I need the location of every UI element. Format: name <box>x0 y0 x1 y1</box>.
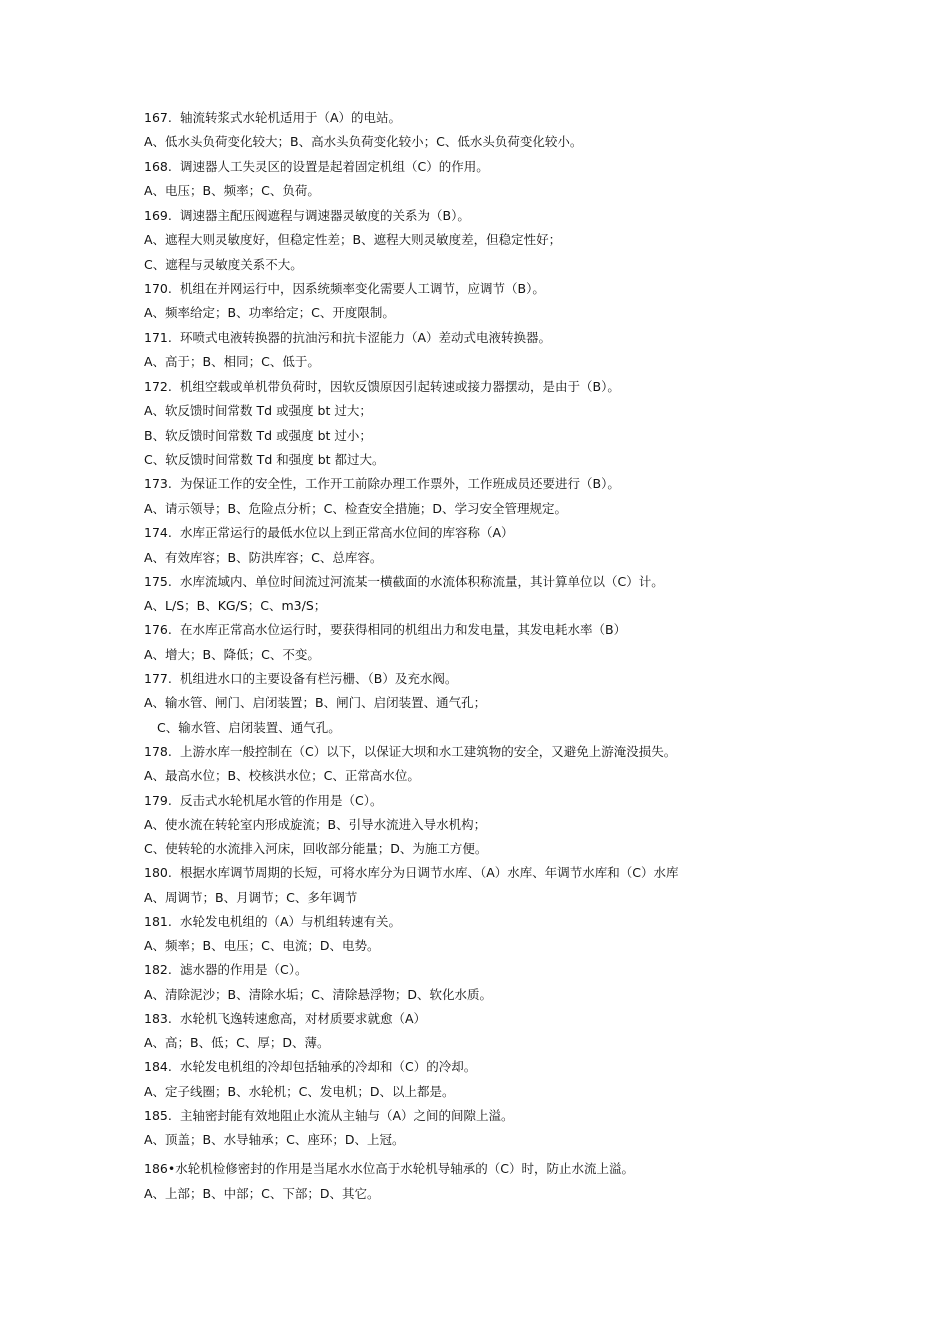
question-number: 170. <box>144 281 172 296</box>
answer-options-line: A、请示领导；B、危险点分析；C、检查安全措施；D、学习安全管理规定。 <box>144 501 567 516</box>
question-text: 滤水器的作用是（C）。 <box>180 962 308 977</box>
question-number: 177. <box>144 671 172 686</box>
question-text: 水轮机飞逸转速愈高，对材质要求就愈（A） <box>180 1011 427 1026</box>
question-line <box>144 1058 476 1076</box>
question-number: 179. <box>144 793 172 808</box>
answer-options-line: A、周调节；B、月调节；C、多年调节 <box>144 890 358 905</box>
answer-options-line: C、软反馈时间常数 Td 和强度 bt 都过大。 <box>144 452 385 467</box>
question-number: 183. <box>144 1011 172 1026</box>
answer-options-line: A、遮程大则灵敏度好，但稳定性差；B、遮程大则灵敏度差，但稳定性好； <box>144 232 562 247</box>
question-text: 根据水库调节周期的长短，可将水库分为日调节水库、（A）水库、年调节水库和（C）水库 <box>180 865 679 880</box>
question-line <box>144 1107 514 1125</box>
answer-options-line: A、低水头负荷变化较大；B、高水头负荷变化较小；C、低水头负荷变化较小。 <box>144 134 583 149</box>
question-text: 水轮发电机组的冷却包括轴承的冷却和（C）的冷却。 <box>180 1059 477 1074</box>
question-text: 环喷式电液转换器的抗油污和抗卡涩能力（A）差动式电液转换器。 <box>180 330 552 345</box>
question-text: 机组进水口的主要设备有栏污栅、（B）及充水阀。 <box>180 671 458 686</box>
question-line <box>144 913 401 931</box>
question-number: 171. <box>144 330 172 345</box>
question-number: 175. <box>144 574 172 589</box>
question-line <box>144 1010 426 1028</box>
answer-options-line: A、清除泥沙；B、清除水垢；C、清除悬浮物；D、软化水质。 <box>144 987 492 1002</box>
question-line <box>144 524 514 542</box>
question-line <box>144 961 307 979</box>
answer-options-line: A、有效库容；B、防洪库容；C、总库容。 <box>144 550 383 565</box>
question-line <box>144 621 626 639</box>
question-line <box>144 378 620 396</box>
answer-options-line: A、频率；B、电压；C、电流；D、电势。 <box>144 938 380 953</box>
answer-options-line: A、高；B、低；C、厚；D、薄。 <box>144 1035 330 1050</box>
question-text: 调速器主配压阀遮程与调速器灵敏度的关系为（B）。 <box>180 208 470 223</box>
question-number: 167. <box>144 110 172 125</box>
answer-options-line: A、L/S；B、KG/S；C、m3/S； <box>144 598 327 613</box>
question-line <box>144 743 676 761</box>
question-number: 178. <box>144 744 172 759</box>
question-text: 机组在并网运行中，因系统频率变化需要人工调节，应调节（B）。 <box>180 281 545 296</box>
question-number: 185. <box>144 1108 172 1123</box>
question-text: 上游水库一般控制在（C）以下，以保证大坝和水工建筑物的安全，又避免上游淹没损失。 <box>180 744 677 759</box>
answer-options-line: C、使转轮的水流排入河床，回收部分能量；D、为施工方便。 <box>144 841 488 856</box>
answer-options-line: B、软反馈时间常数 Td 或强度 bt 过小； <box>144 428 372 443</box>
question-number: 169. <box>144 208 172 223</box>
answer-options-line: A、定子线圈；B、水轮机；C、发电机；D、以上都是。 <box>144 1084 455 1099</box>
question-number: 174. <box>144 525 172 540</box>
question-number: 176. <box>144 622 172 637</box>
question-text: 水库正常运行的最低水位以上到正常高水位间的库容称（A） <box>180 525 514 540</box>
question-text: 水轮发电机组的（A）与机组转速有关。 <box>180 914 402 929</box>
answer-options-line: A、增大；B、降低；C、不变。 <box>144 647 320 662</box>
question-number: 172. <box>144 379 172 394</box>
question-line <box>144 329 551 347</box>
question-line <box>144 573 664 591</box>
answer-options-line: A、电压；B、频率；C、负荷。 <box>144 183 320 198</box>
question-line <box>144 158 489 176</box>
answer-options-line: C、输水管、启闭装置、通气孔。 <box>157 720 341 735</box>
question-text: 为保证工作的安全性，工作开工前除办理工作票外，工作班成员还要进行（B）。 <box>180 476 620 491</box>
answer-options-line: A、上部；B、中部；C、下部；D、其它。 <box>144 1186 380 1201</box>
answer-options-line: A、使水流在转轮室内形成旋流；B、引导水流进入导水机构； <box>144 817 487 832</box>
question-line <box>144 792 382 810</box>
question-number: 168. <box>144 159 172 174</box>
question-text: 调速器人工失灵区的设置是起着固定机组（C）的作用。 <box>180 159 489 174</box>
question-line <box>144 670 457 688</box>
question-text: 主轴密封能有效地阻止水流从主轴与（A）之间的间隙上溢。 <box>180 1108 514 1123</box>
answer-options-line: A、输水管、闸门、启闭装置；B、闸门、启闭装置、通气孔； <box>144 695 487 710</box>
question-line <box>144 475 620 493</box>
question-number: 182. <box>144 962 172 977</box>
question-text: 在水库正常高水位运行时，要获得相同的机组出力和发电量，其发电耗水率（B） <box>180 622 627 637</box>
answer-options-line: A、软反馈时间常数 Td 或强度 bt 过大； <box>144 403 372 418</box>
question-number: 180. <box>144 865 172 880</box>
question-text: 机组空载或单机带负荷时，因软反馈原因引起转速或接力器摆动，是由于（B）。 <box>180 379 620 394</box>
question-number: 181. <box>144 914 172 929</box>
question-line <box>144 109 401 127</box>
question-text: 反击式水轮机尾水管的作用是（C）。 <box>180 793 383 808</box>
answer-options-line: A、最高水位；B、校核洪水位；C、正常高水位。 <box>144 768 420 783</box>
answer-options-line: A、顶盖；B、水导轴承；C、座环；D、上冠。 <box>144 1132 405 1147</box>
question-line <box>144 207 470 225</box>
question-line <box>144 864 679 882</box>
answer-options-line: A、频率给定；B、功率给定；C、开度限制。 <box>144 305 395 320</box>
answer-options-line: C、遮程与灵敏度关系不大。 <box>144 257 303 272</box>
question-text: 水库流域内、单位时间流过河流某一横截面的水流体积称流量，其计算单位以（C）计。 <box>180 574 664 589</box>
answer-options-line: A、高于；B、相同；C、低于。 <box>144 354 320 369</box>
answer-options-line: 186•水轮机检修密封的作用是当尾水水位高于水轮机导轴承的（C）时，防止水流上溢。 <box>144 1161 634 1176</box>
question-number: 184. <box>144 1059 172 1074</box>
question-number: 173. <box>144 476 172 491</box>
question-line <box>144 280 545 298</box>
question-text: 轴流转浆式水轮机适用于（A）的电站。 <box>180 110 402 125</box>
